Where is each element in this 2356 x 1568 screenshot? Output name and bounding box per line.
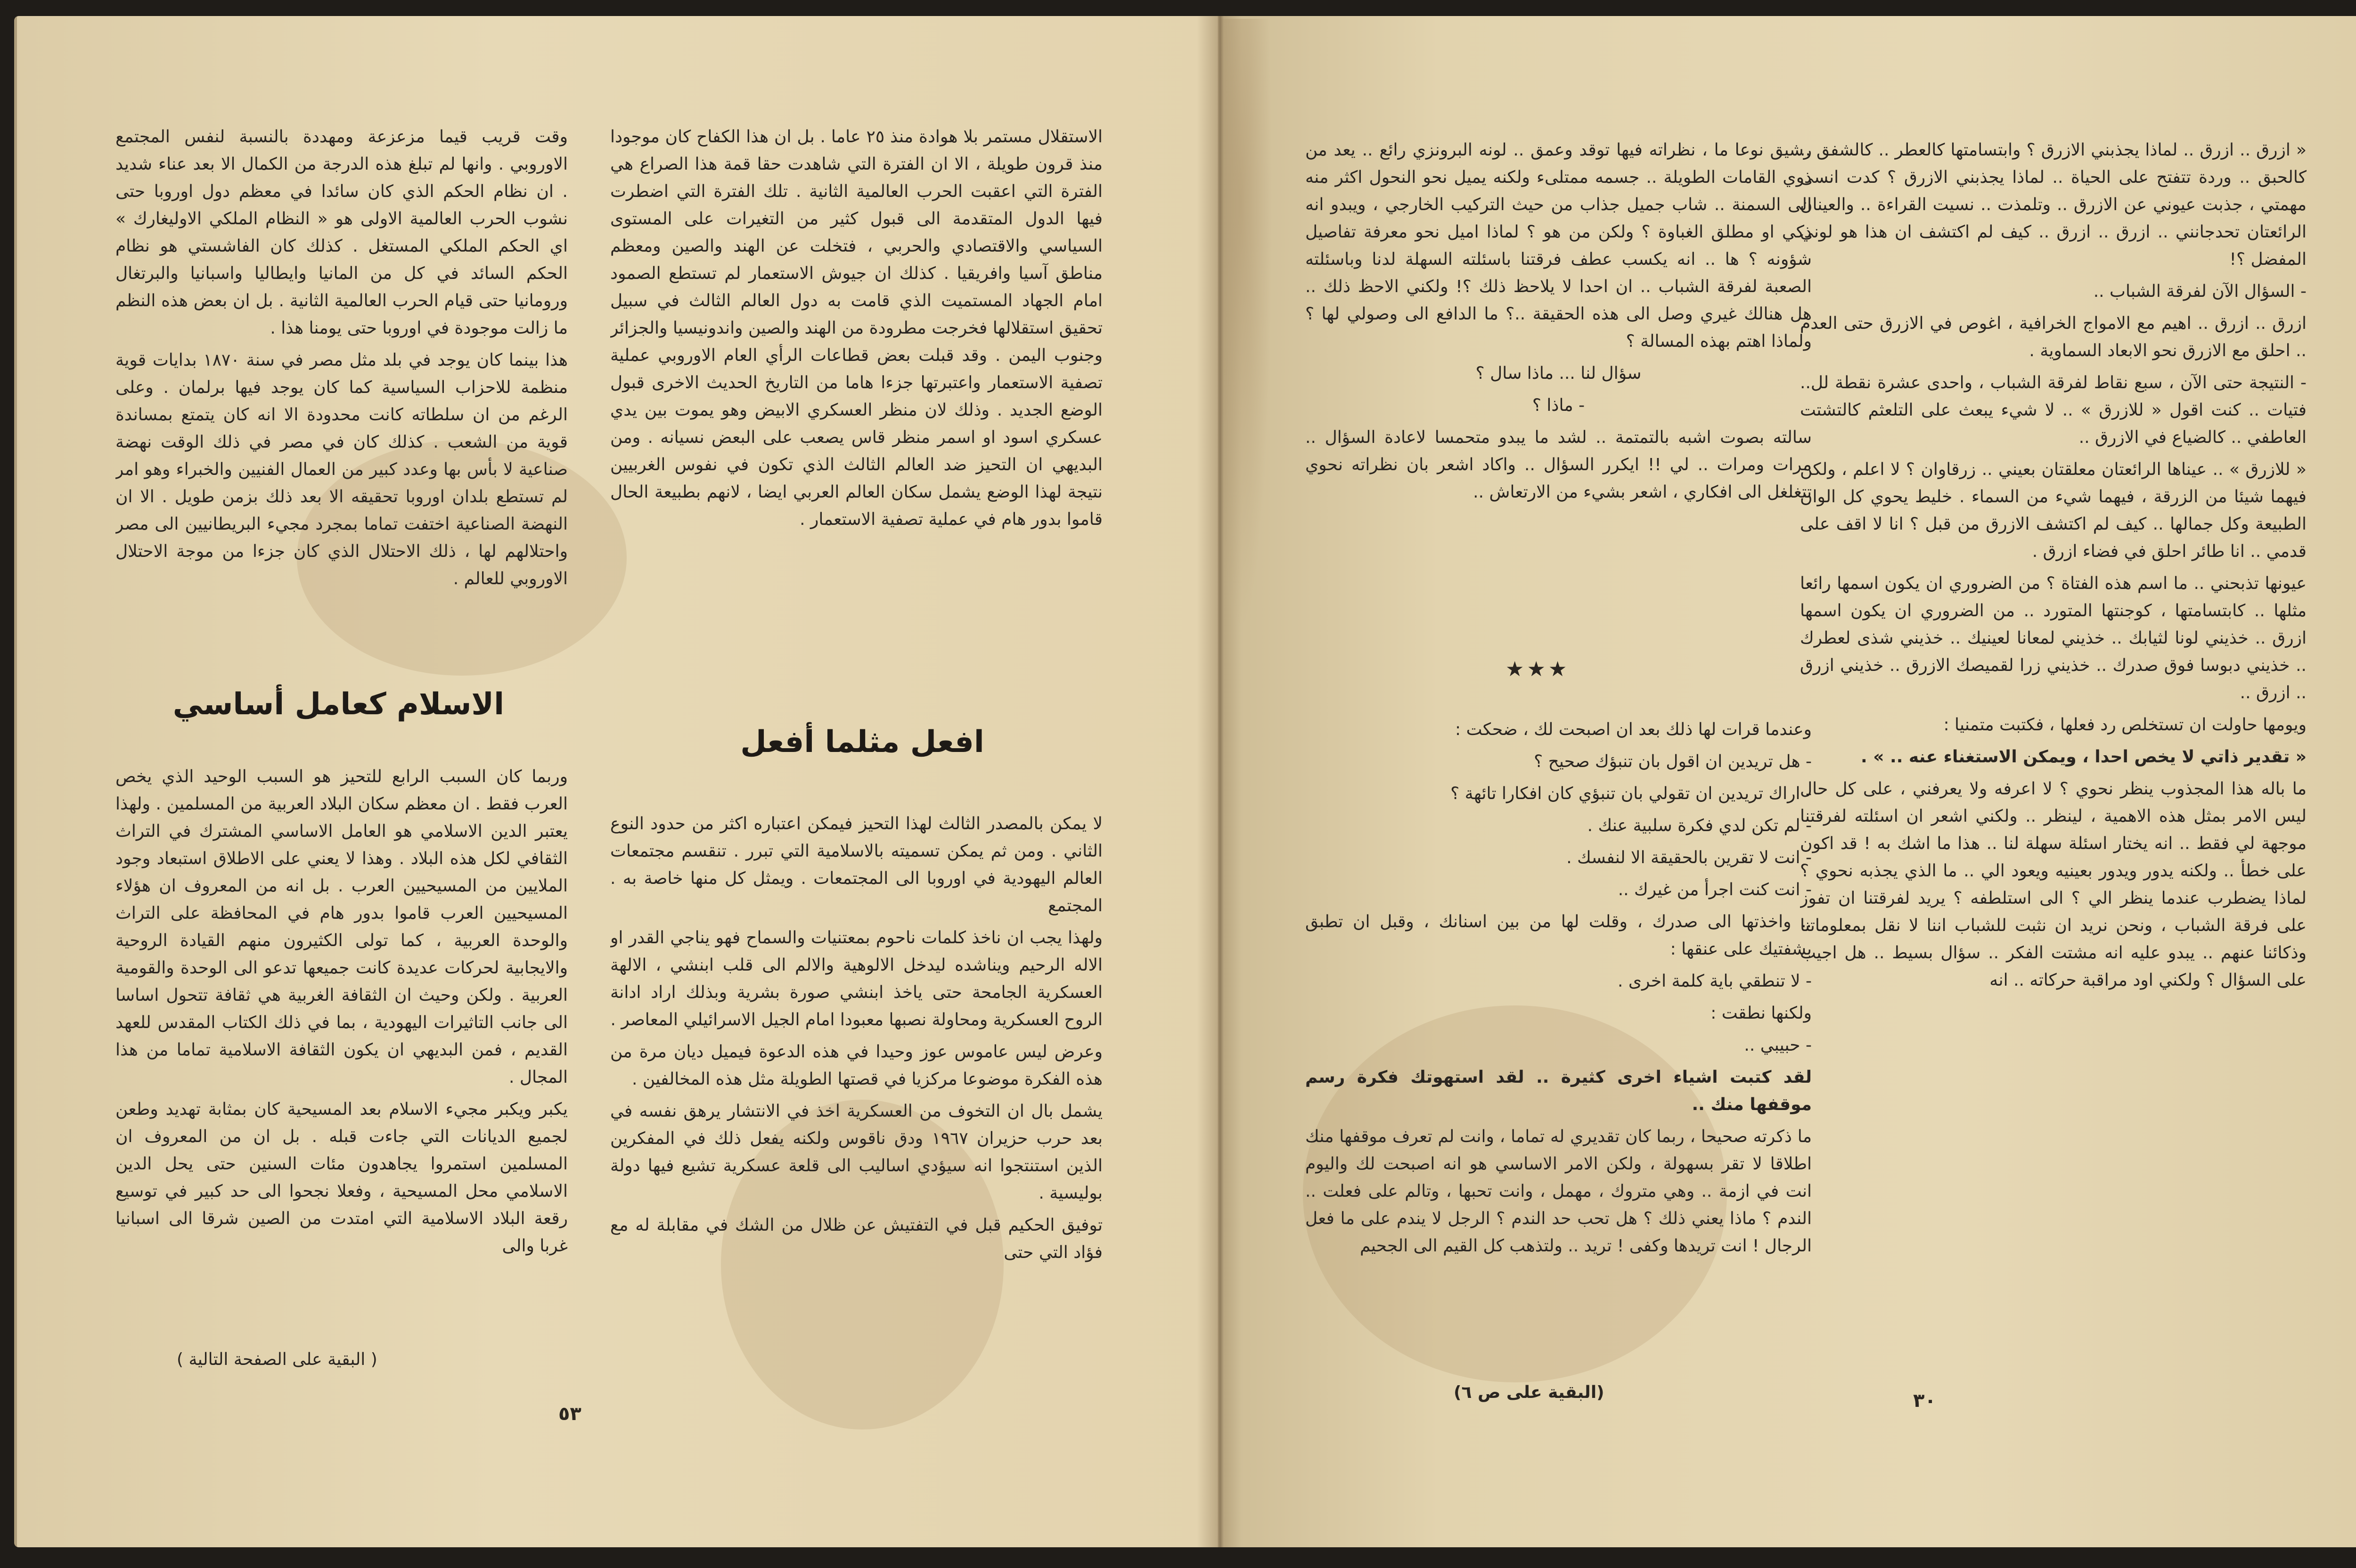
- right-inner-column-top: [1305, 137, 1812, 655]
- paragraph: ما ذكرته صحيحا ، ربما كان تقديري له تماما ، وانت لم تعرف موقفها منك اطلاقا لا تقر بسهولة ، ولكن الامر الاساسي هو انه اصبحت لك واليوم انت في ازمة .. وهي متروك ، مهمل ، وانت تحبها ، وتالم على فعلت .. الندم ؟ ماذا يعني ذلك ؟ هل تحب حد الندم ؟ الرجل لا يندم على ما فعل الرجال ! انت تريدها وكفى ! تريد .. ولتذهب كل القيم الى الجحيم: [1305, 1127, 1812, 1256]
- paragraph: ولهذا يجب ان ناخذ كلمات ناحوم بمعتنيات والسماح فهو يناجي القدر او الاله الرحيم ويناشده ليدخل الالوهية والالم الى قلب ابنشي ، الالهة العسكرية الجامحة حتى ياخذ ابنشي صورة بشرية وبذلك اراد ادانة الروح العسكرية ومحاولة نصبها معبودا امام الجيل الاسرائيلي المعاصر .: [610, 928, 1103, 1029]
- paragraph: - اراك تريدين ان تقولي بان تنبؤي كان افكارا تائهة ؟: [1450, 784, 1812, 803]
- paragraph: سؤال لنا ... ماذا سال ؟: [1475, 364, 1642, 383]
- right-inner-column-bottom: [1305, 716, 1812, 1373]
- left-page-edge: [14, 16, 17, 1547]
- paragraph: ازرق .. ازرق .. اهيم مع الامواج الخرافية ، اغوص في الازرق حتى العدم .. احلق مع الازرق نحو الابعاد السماوية .: [1800, 314, 2307, 360]
- continued-note: ( البقية على الصفحة التالية ): [177, 1350, 377, 1369]
- left-outer-column-bottom: [115, 763, 568, 1329]
- paragraph: - لم تكن لدي فكرة سلبية عنك .: [1587, 816, 1812, 835]
- paragraph: ويومها حاولت ان تستخلص رد فعلها ، فكتبت متمنيا :: [1943, 715, 2307, 735]
- paragraph: - هل تريدين ان اقول بان تنبؤك صحيح ؟: [1534, 752, 1812, 771]
- section-divider-stars: ★★★: [1505, 657, 1570, 681]
- right-outer-column: [1800, 137, 2307, 1380]
- paragraph: لقد كتبت اشياء اخرى كثيرة .. لقد استهوتك فكرة رسم موقفها منك ..: [1305, 1068, 1812, 1114]
- paragraph: يكبر ويكبر مجيء الاسلام بعد المسيحية كان بمثابة تهديد وطعن لجميع الديانات التي جاءت قبله . بل ان من المعروف ان المسلمين استمروا يجاهدون مئات السنين حتى يحل الدين الاسلامي محل المسيحية ، وفعلا نجحوا الى حد كبير في توسيع رقعة البلاد الاسلامية التي امتدت من الصين شرقا الى اسبانيا غربا والى: [115, 1100, 568, 1256]
- paragraph: - انت لا تقرين بالحقيقة الا لنفسك .: [1566, 848, 1812, 867]
- paragraph: - لا تنطقي باية كلمة اخرى .: [1617, 972, 1812, 991]
- section-heading: افعل مثلما أفعل: [740, 725, 984, 760]
- paragraph: - حبيبي ..: [1744, 1036, 1812, 1055]
- paragraph: توفيق الحكيم قبل في التفتيش عن ظلال من الشك في مقابلة له مع فؤاد التي حتى: [610, 1216, 1103, 1262]
- paragraph: - ماذا ؟: [1532, 396, 1585, 415]
- paragraph: - انت كنت اجرأ من غيرك ..: [1618, 880, 1812, 899]
- torn-gutter: [1220, 19, 1272, 631]
- paragraph: « ازرق .. ازرق .. لماذا يجذبني الازرق ؟ وابتسامتها كالعطر .. كالشفق .. كالحبق .. وردة تتفتح على الحياة .. لماذا يجذبني الازرق ؟ كدت انسى مهمتي ، جذبت عيوني عن الازرق .. وتلمذت .. نسيت القراءة .. والعينان الرائعتان تحدجانني .. ازرق .. ازرق .. كيف لم اكتشف ان هذا هو لوني المفضل ؟!: [1800, 140, 2307, 269]
- paragraph: وعرض ليس عاموس عوز وحيدا في هذه الدعوة فيميل ديان مرة من هذه الفكرة موضوعا مركزيا في قصتها الطويلة مثل هذه المخالفين .: [610, 1042, 1103, 1089]
- paragraph: .. واخذتها الى صدرك ، وقلت لها من بين اسنانك ، وقبل ان تطبق بشفتيك على عنقها :: [1305, 912, 1812, 959]
- paragraph: وقت قريب قيما مزعزعة ومهددة بالنسبة لنفس المجتمع الاوروبي . وانها لم تبلغ هذه الدرجة من الكمال الا بعد عناء شديد . ان نظام الحكم الذي كان سائدا في معظم دول اوروبا حتى نشوب الحرب العالمية الاولى هو « النظام الملكي الاوليغارك » اي الحكم الملكي المستغل . كذلك كان الفاشستي هو نظام الحكم السائد في كل من المانيا وايطاليا واسبانيا والبرتغال ورومانيا حتى قيام الحرب العالمية الثانية . بل ان بعض هذه النظم ما زالت موجودة في اوروبا حتى يومنا هذا .: [115, 127, 568, 338]
- paragraph: رشيق نوعا ما ، نظراته فيها توقد وعمق .. لونه البرونزي رائع .. يعد من ذوي القامات الطويلة .. جسمه ممتلىء ولكنه يميل نحو النحول اكثر منه الى السمنة .. شاب جميل جذاب من حيث التركيب الخارجي ، ويبدو انه ذكي او مطلق الغباوة ؟ ولكن من هو ؟ لماذا اميل نحو معرفة تفاصيل شؤونه ؟ ها .. انه يكسب عطف فرقتنا باسئلته السهلة لدنا وباسئلته الصعبة لفرقة الشباب .. ان احدا لا يلاحظ ذلك ؟! ولكني الاحظ ذلك .. هل هنالك غيري وصل الى هذه الحقيقة ..؟ ما الدافع الى وصولي لها ؟ ولماذا اهتم بهذه المسالة ؟: [1305, 140, 1812, 351]
- paragraph: هذا بينما كان يوجد في بلد مثل مصر في سنة ١٨٧٠ بدايات قوية منظمة للاحزاب السياسية كما كان يوجد فيها برلمان . وعلى الرغم من ان سلطاته كانت محدودة الا انه كان يتمتع بمساندة قوية من الشعب . كذلك كان في مصر في ذلك الوقت نهضة صناعية لا بأس بها وعدد كبير من العمال الفنيين والخبراء وهو امر لم تستطع بلدان اوروبا تحقيقه الا بعد ذلك بزمن طويل . الا ان النهضة الصناعية اختفت تماما بمجرد مجيء البريطانيين الى مصر واحتلالهم لها ، ذلك الاحتلال الذي كان جزءا من موجة الاحتلال الاوروبي للعالم .: [115, 351, 568, 588]
- paragraph: ولكنها نطقت :: [1710, 1004, 1812, 1023]
- paragraph: - النتيجة حتى الآن ، سبع نقاط لفرقة الشباب ، واحدى عشرة نقطة لل.. فتيات .. كنت اقول « للازرق » .. لا شيء يبعث على التلعثم كالتشتت العاطفي .. كالضياع في الازرق ..: [1800, 373, 2307, 447]
- paragraph: الاستقلال مستمر بلا هوادة منذ ٢٥ عاما . بل ان هذا الكفاح كان موجودا منذ قرون طويلة ، الا ان الفترة التي شاهدت حقا قمة هذا الصراع هي الفترة التي اعقبت الحرب العالمية الثانية . تلك الفترة التي اضطرت فيها الدول المتقدمة الى قبول كثير من التغيرات على المستوى السياسي والاقتصادي والحربي ، فتخلت عن الهند والصين ومعظم مناطق آسيا وافريقيا . كذلك ان جيوش الاستعمار لم تستطع الصمود امام الجهاد المستميت الذي قامت به دول العالم الثالث في سبيل تحقيق استقلالها فخرجت مطرودة من الهند والصين واندونيسيا والجزائر وجنوب اليمن . وقد قبلت بعض قطاعات الرأي العام الاوروبي عملية تصفية الاستعمار واعتبرتها جزءا هاما من التاريخ الحديث الاخرى قبول الوضع الجديد . وذلك لان منظر العسكري الابيض وهو يموت بين يدي عسكري اسود او اسمر منظر قاس يصعب على البعض نسيانه . ومن البديهي ان التحيز ضد العالم الثالث الذي تكون في نفوس الغربيين نتيجة لهذا الوضع يشمل سكان العالم العربي ايضا ، لانهم بطبيعة الحال قاموا بدور هام في عملية تصفية الاستعمار .: [610, 127, 1103, 529]
- left-outer-column-top: [115, 123, 568, 661]
- paragraph: وربما كان السبب الرابع للتحيز هو السبب الوحيد الذي يخص العرب فقط . ان معظم سكان البلاد العربية من المسلمين . ولهذا يعتبر الدين الاسلامي هو العامل الاساسي المشترك في التراث الثقافي لكل هذه البلاد . وهذا لا يعني على الاطلاق استبعاد وجود الملايين من المسيحيين العرب . بل انه من المعروف ان هؤلاء المسيحيين العرب قاموا بدور هام في المحافظة على التراث والوحدة العربية ، كما تولى الكثيرون منهم القيادة الروحية والايجابية لحركات عديدة كانت جميعها تدعو الى الوحدة والقومية العربية . ولكن وحيث ان الثقافة الغربية هي ثقافة تتحول اساسا الى جانب التاثيرات اليهودية ، بما في ذلك الكتاب المقدس للعهد القديم ، فمن البديهي ان يكون الثقافة الاسلامية تماما من هذا المجال .: [115, 767, 568, 1087]
- page-number: ٣٠: [1913, 1390, 1936, 1412]
- paragraph: - السؤال الآن لفرقة الشباب ..: [2093, 282, 2307, 301]
- continued-note: (البقية على ص ٦): [1454, 1383, 1604, 1402]
- section-heading: الاسلام كعامل أساسي: [172, 687, 504, 722]
- paragraph: لا يمكن بالمصدر الثالث لهذا التحيز فيمكن اعتباره اكثر من حدود النوع الثاني . ومن ثم يمكن تسميته بالاسلامية التي تبرر . تنقسم مجتمعات العالم اليهودية في اوروبا الى المجتمعات . ويمثل كل منها خاصة به . المجتمع: [610, 814, 1103, 915]
- paragraph: ما باله هذا المجذوب ينظر نحوي ؟ لا اعرفه ولا يعرفني ، على كل حال ليس الامر بمثل هذه الاهمية ، لينظر .. ولكني اشعر ان اسئلته لفرقتنا موجهة لي فقط .. انه يختار اسئلة سهلة لنا .. هذا ما اشك به ! قد اكون على خطأ .. ولكنه يدور ويدور بعينيه ويعود الي .. ما الذي يجذبه نحوي ؟ لماذا يضطرب عندما ينظر الي ؟ الى استلطفه ؟ يريد لفرقتنا ان تفوز على فرقة الشباب ، ونحن نريد ان نثبت للشباب اننا لا نقل بمعلوماتنا وذكائنا عنهم .. يبدو عليه انه مشتت الفكر .. سؤال بسيط .. هل اجيب على السؤال ؟ ولكني اود مراقبة حركاته .. انه: [1800, 779, 2307, 990]
- paragraph: وعندما قرات لها ذلك بعد ان اصبحت لك ، ضحكت :: [1455, 720, 1812, 739]
- paragraph: « للازرق » .. عيناها الرائعتان معلقتان بعيني .. زرقاوان ؟ لا اعلم ، ولكن فيهما شيئا من الزرقة ، فيهما شيء من السماء . خليط يحوي كل الوان الطبيعة وكل جمالها .. كيف لم اكتشف الازرق من قبل ؟ انا لا اقف على قدمي .. انا طائر احلق في فضاء ازرق .: [1800, 460, 2307, 561]
- left-inner-column-top: [610, 123, 1103, 703]
- page-number: ٥٣: [558, 1403, 581, 1425]
- paragraph: يشمل بال ان التخوف من العسكرية اخذ في الانتشار يرهق نفسه في بعد حرب حزيران ١٩٦٧ ودق ناقوس ولكنه يفعل ذلك في المفكرين الذين استنتجوا انه سيؤدي اساليب الى قلعة عسكرية تشيع فيها دولة بوليسية .: [610, 1102, 1103, 1203]
- paragraph: سالته بصوت اشبه بالتمتمة .. لشد ما يبدو متحمسا لاعادة السؤال .. مرات ومرات .. لي !! ايكرر السؤال .. واكاد اشعر بان نظراته نحوي تتغلغل الى افكاري ، اشعر بشيء من الارتعاش ..: [1305, 428, 1812, 502]
- paragraph: عيونها تذبحني .. ما اسم هذه الفتاة ؟ من الضروري ان يكون اسمها رائعا مثلها .. كابتسامتها ، كوجنتها المتورد .. من الضروري ان يكون اسمها ازرق .. خذيني لونا لثيابك .. خذيني لمعانا لعينيك .. خذيني شذى لعطرك .. خذيني دبوسا فوق صدرك .. خذيني زرا لقميصك الازرق .. خذيني ازرق .. ازرق ..: [1800, 574, 2307, 702]
- paragraph: « تقدير ذاتي لا يخص احدا ، ويمكن الاستغناء عنه .. » .: [1861, 747, 2307, 767]
- left-inner-column-bottom: [610, 810, 1103, 1404]
